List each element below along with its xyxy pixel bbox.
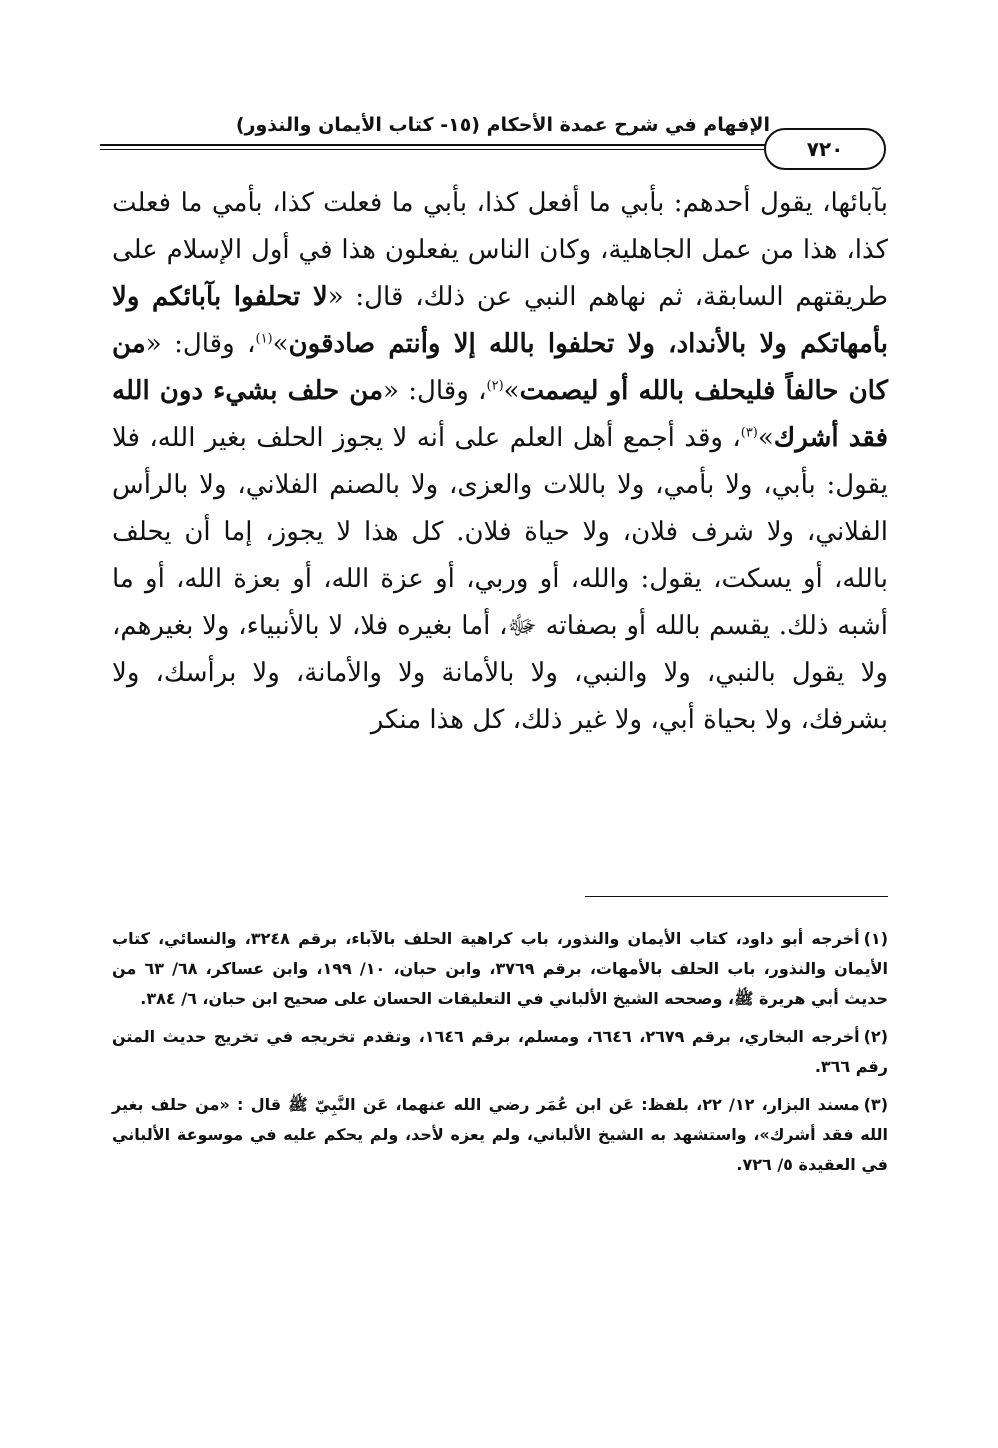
footnote-text: أخرجه أبو داود، كتاب الأيمان والنذور، باب كراهية الحلف بالآباء، برقم ٣٢٤٨، والنسائي، كتاب الأيمان والنذور، باب الحلف بالأمهات، برقم ٣٧٦٩، وابن حبان، ١٠/ ١٩٩، وابن عساكر، ٦٨/ ٦٣ من حديث أبي هريرة ﷺ، وصححه الشيخ الألباني في التعليقات الحسان على صحيح ابن حبان، ٦/ ٣٨٤. bbox=[112, 929, 888, 1008]
hadith-quote-1: لا تحلفوا بآبائكم ولا بأمهاتكم ولا بالأنداد، ولا تحلفوا بالله إلا وأنتم صادقون bbox=[112, 282, 888, 359]
hadith-quote-2: من كان حالفاً فليحلف بالله أو ليصمت bbox=[112, 329, 888, 406]
footnote-separator bbox=[585, 896, 888, 897]
footnote-3 bbox=[112, 1090, 888, 1180]
footnote-number: (٣) bbox=[863, 1095, 888, 1114]
quote-close: » bbox=[503, 376, 520, 406]
running-title: الإفهام في شرح عمدة الأحكام (١٥- كتاب الأيمان والنذور) bbox=[235, 114, 770, 136]
main-text bbox=[112, 180, 888, 744]
text-segment: ، وقال: « bbox=[383, 376, 487, 406]
text-segment: بآبائها، يقول أحدهم: بأبي ما أفعل كذا، بأبي ما فعلت كذا، بأمي ما فعلت كذا، هذا من عمل الجاهلية، وكان الناس يفعلون هذا في أول الإسلام على طريقتهم السابقة، ثم نهاهم النبي عن ذلك، قال: « bbox=[112, 188, 888, 312]
page-header bbox=[100, 108, 900, 168]
footnote-ref-1[interactable]: (١) bbox=[255, 331, 273, 347]
footnote-2 bbox=[112, 1022, 888, 1082]
text-segment: ، وقد أجمع أهل العلم على أنه لا يجوز الحلف بغير الله، فلا يقول: بأبي، ولا بأمي، ولا باللات والعزى، ولا بالصنم الفلاني، ولا بالرأس الفلاني، ولا شرف فلان، ولا حياة فلان. كل هذا لا يجوز، إما أن يحلف بالله، أو يسكت، يقول: والله، أو وربي، أو عزة الله، أو بعزة الله، أو ما أشبه ذلك. يقسم بالله أو بصفاته ﷻ، أما بغيره فلا، لا بالأنبياء، ولا بغيرهم، ولا يقول بالنبي، ولا والنبي، ولا بالأمانة ولا والأمانة، ولا برأسك، ولا بشرفك، ولا بحياة أبي، ولا غير ذلك، كل هذا منكر bbox=[112, 423, 888, 735]
footnote-text: أخرجه البخاري، برقم ٢٦٧٩، ٦٦٤٦، ومسلم، برقم ١٦٤٦، وتقدم تخريجه في تخريج حديث المتن رقم ٣٦٦. bbox=[112, 1027, 888, 1076]
text-segment: ، وقال: « bbox=[145, 329, 256, 359]
footnotes bbox=[112, 924, 888, 1188]
page-number: ٧٢٠ bbox=[764, 128, 886, 170]
header-rule bbox=[100, 144, 765, 150]
footnote-ref-3[interactable]: (٣) bbox=[740, 425, 758, 441]
footnote-ref-2[interactable]: (٢) bbox=[486, 378, 504, 394]
footnote-1 bbox=[112, 924, 888, 1014]
hadith-quote-3: من حلف بشيء دون الله فقد أشرك bbox=[112, 376, 888, 453]
main-paragraph bbox=[112, 180, 888, 744]
quote-close: » bbox=[272, 329, 289, 359]
quote-close: » bbox=[757, 423, 774, 453]
footnote-text: مسند البزار، ١٢/ ٢٢، بلفظ: عَن ابن عُمَر رضي الله عنهما، عَن النَّبِيّ ﷺ قال : «من حلف بغير الله فقد أشرك»، واستشهد به الشيخ الألباني، ولم يعزه لأحد، ولم يحكم عليه في موسوعة الألباني في العقيدة ٥/ ٧٢٦. bbox=[112, 1095, 888, 1174]
footnote-number: (٢) bbox=[863, 1027, 888, 1046]
footnote-number: (١) bbox=[863, 929, 888, 948]
